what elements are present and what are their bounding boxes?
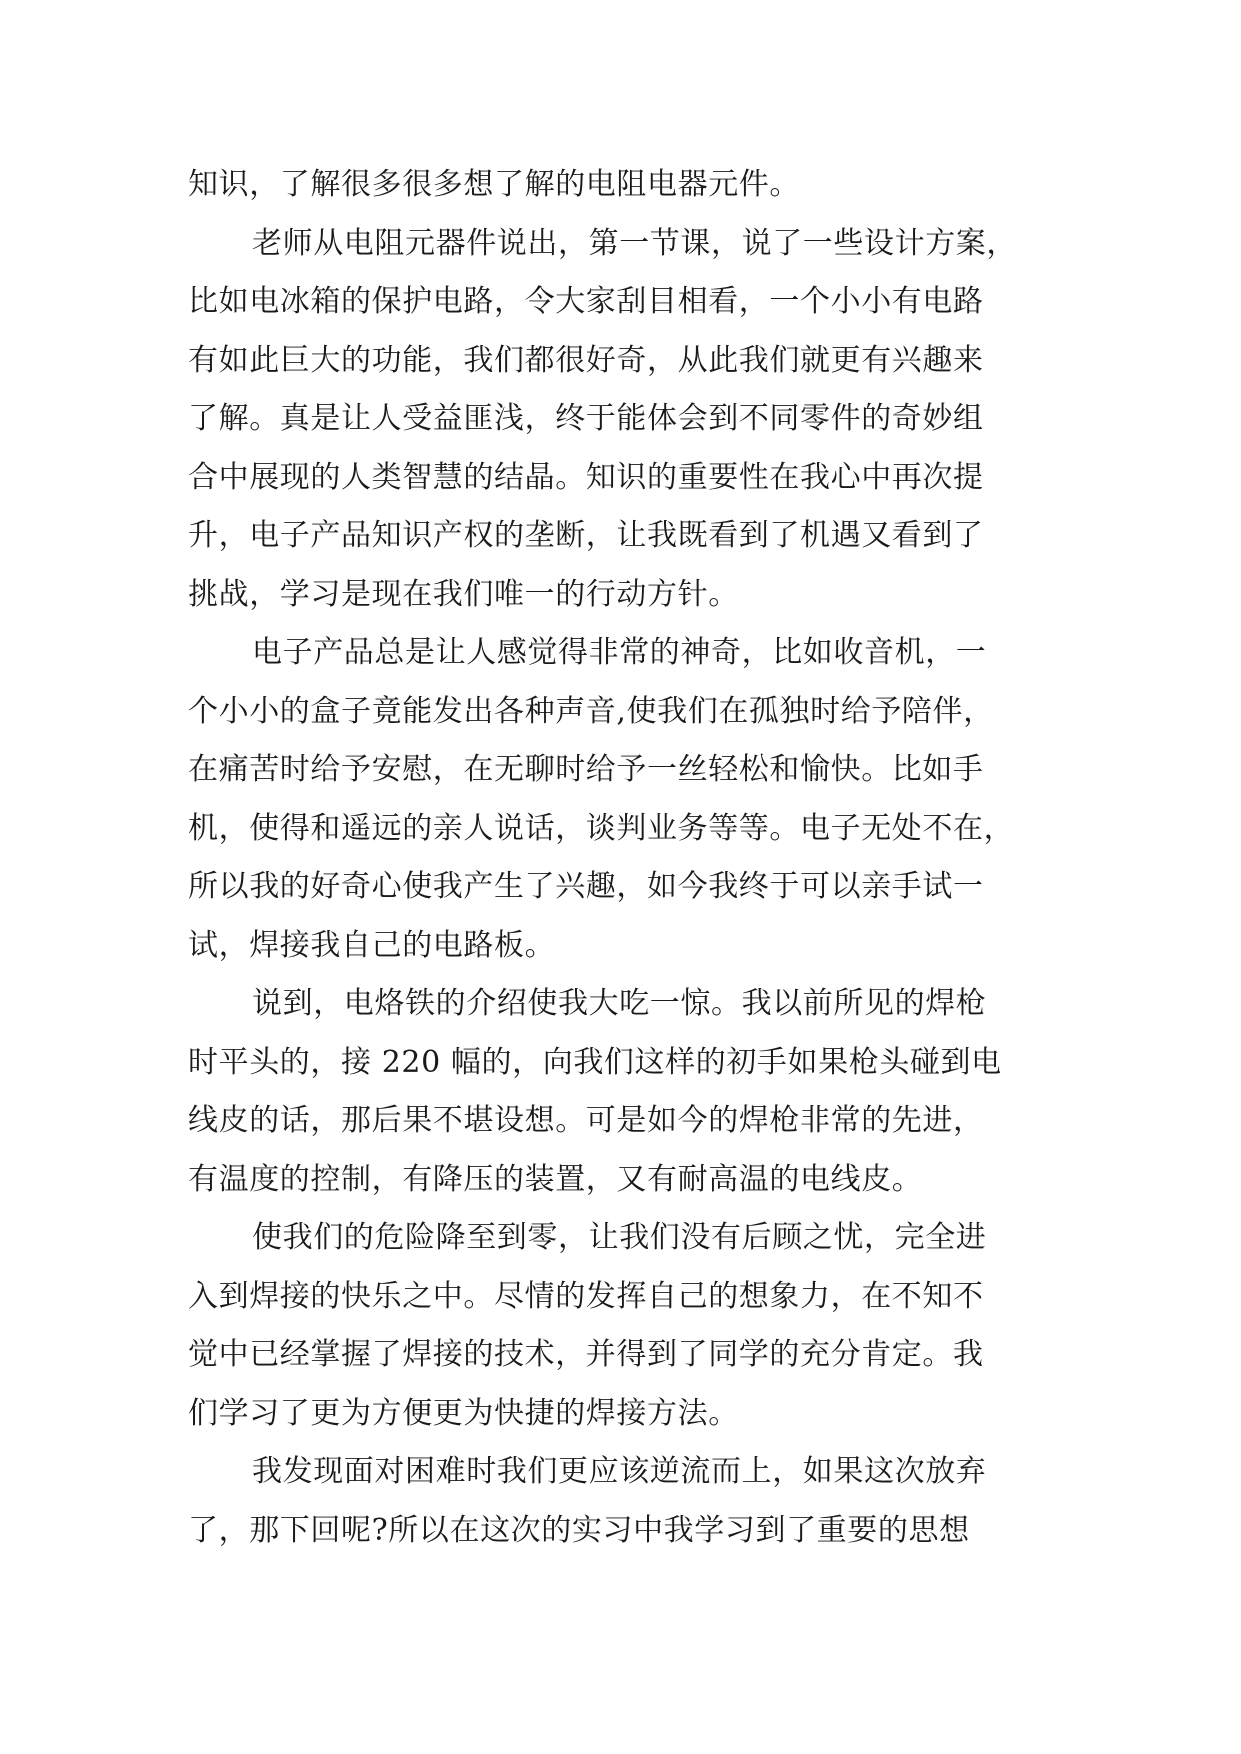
text-line: 比如电冰箱的保护电路，令大家刮目相看，一个小小有电路	[188, 284, 984, 319]
text-line: 时平头的，接 220 幅的，向我们这样的初手如果枪头碰到电	[188, 1044, 1002, 1080]
paragraph-start-line: 我发现面对困难时我们更应该逆流而上，如果这次放弃	[252, 1454, 987, 1489]
text-line: 知识，了解很多很多想了解的电阻电器元件。	[188, 167, 800, 202]
text-line: 线皮的话，那后果不堪设想。可是如今的焊枪非常的先进，	[188, 1103, 984, 1138]
text-line: 个小小的盒子竟能发出各种声音,使我们在孤独时给予陪伴，	[188, 693, 994, 729]
paragraph-start-line: 说到，电烙铁的介绍使我大吃一惊。我以前所见的焊枪	[252, 986, 987, 1021]
text-line: 觉中已经掌握了焊接的技术，并得到了同学的充分肯定。我	[188, 1337, 984, 1372]
text-line: 了解。真是让人受益匪浅，终于能体会到不同零件的奇妙组	[188, 401, 984, 436]
text-line: 们学习了更为方便更为快捷的焊接方法。	[188, 1395, 739, 1431]
paragraph-start-line: 电子产品总是让人感觉得非常的神奇，比如收音机，一	[252, 635, 987, 670]
text-line: 在痛苦时给予安慰，在无聊时给予一丝轻松和愉快。比如手	[188, 752, 984, 787]
text-line: 所以我的好奇心使我产生了兴趣，如今我终于可以亲手试一	[188, 869, 984, 904]
text-line: 了，那下回呢?所以在这次的实习中我学习到了重要的思想	[188, 1512, 970, 1548]
paragraph-start-line: 使我们的危险降至到零，让我们没有后顾之忧，完全进	[252, 1220, 987, 1255]
text-line: 有如此巨大的功能，我们都很好奇，从此我们就更有兴趣来	[188, 342, 984, 378]
text-line: 有温度的控制，有降压的装置，又有耐高温的电线皮。	[188, 1161, 923, 1197]
text-line: 升，电子产品知识产权的垄断，让我既看到了机遇又看到了	[188, 518, 984, 553]
text-line: 入到焊接的快乐之中。尽情的发挥自己的想象力，在不知不	[188, 1278, 984, 1314]
text-line: 挑战，学习是现在我们唯一的行动方针。	[188, 576, 739, 612]
paragraph-start-line: 老师从电阻元器件说出，第一节课，说了一些设计方案，	[252, 225, 1017, 261]
text-line: 机，使得和遥远的亲人说话，谈判业务等等。电子无处不在，	[188, 810, 1015, 846]
document-body	[188, 156, 1058, 1560]
text-line: 试，焊接我自己的电路板。	[188, 927, 556, 963]
text-line: 合中展现的人类智慧的结晶。知识的重要性在我心中再次提	[188, 459, 984, 495]
